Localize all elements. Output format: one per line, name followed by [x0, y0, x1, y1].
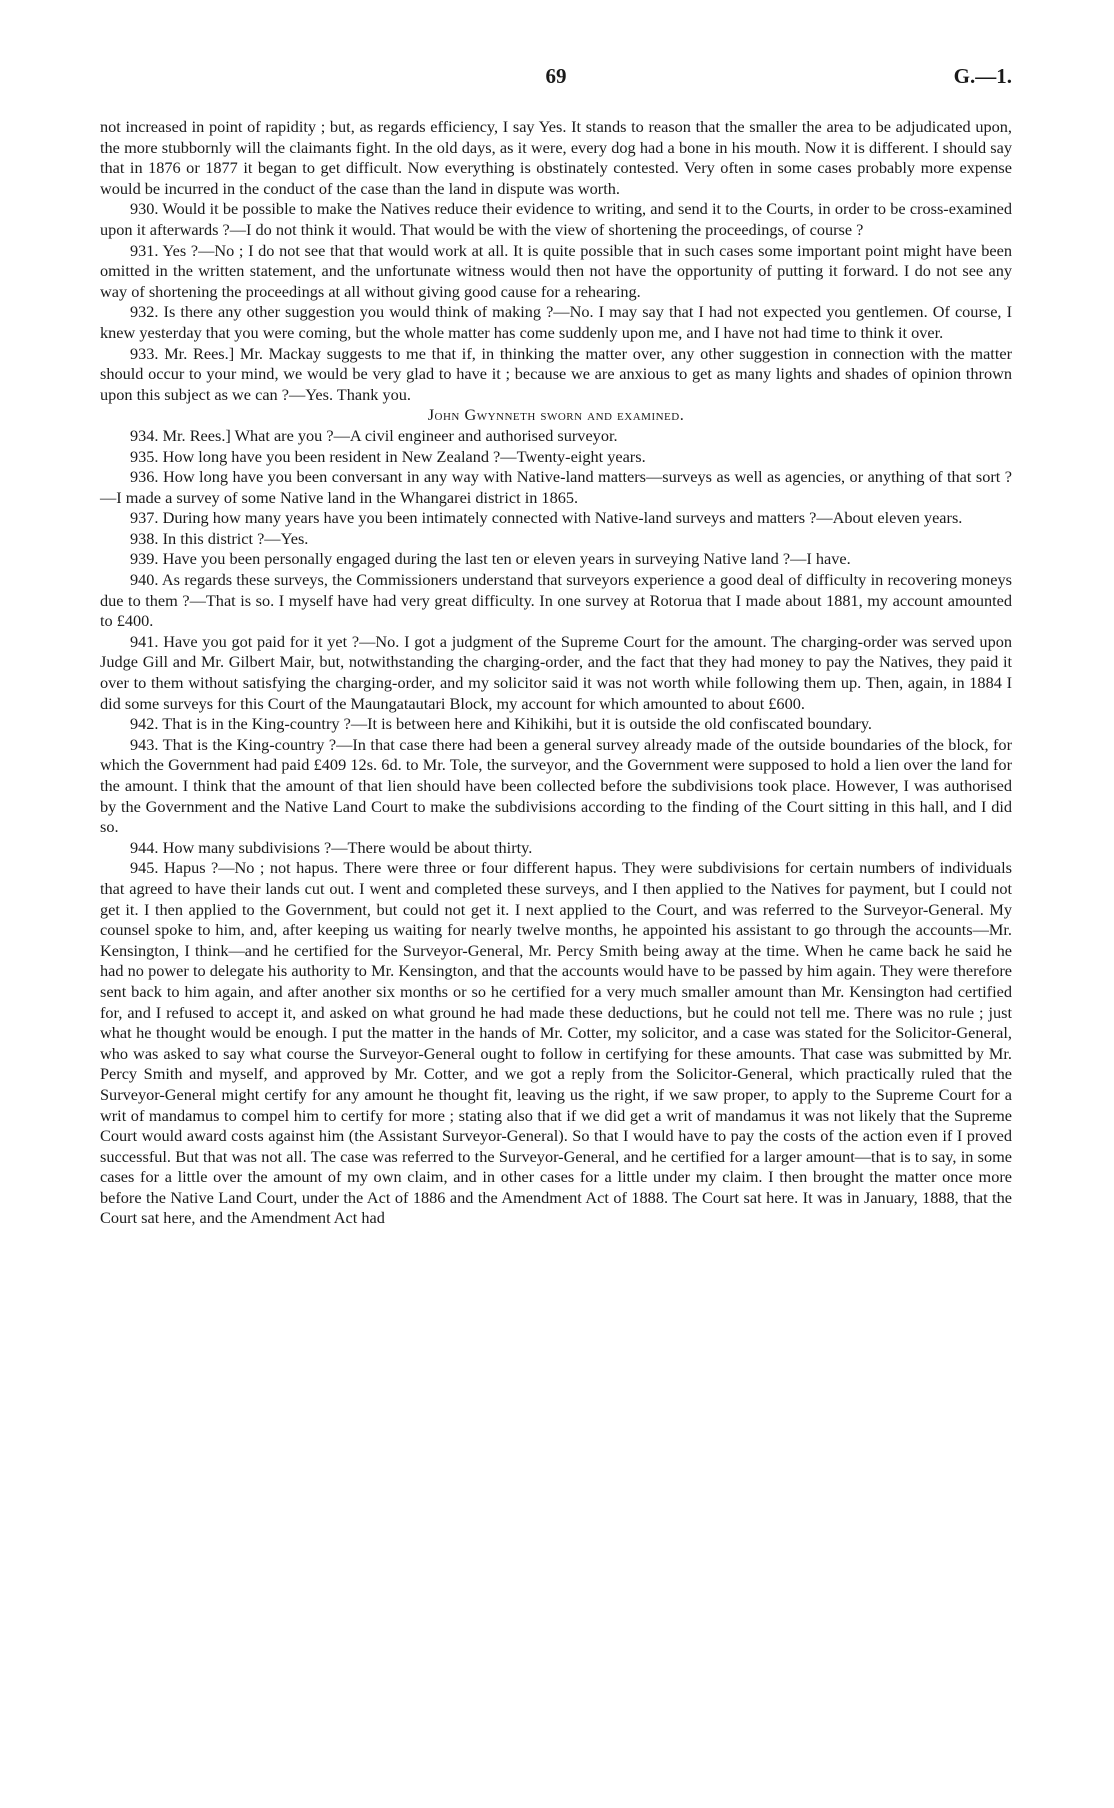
- question-paragraph: 940. As regards these surveys, the Commissioners understand that surveyors experience a good deal of difficulty in recovering moneys due to them ?—That is so. I myself have had very great difficulty. In one survey at Rotorua that I made about 1881, my account amounted to £400.: [100, 570, 1012, 631]
- question-paragraph: 931. Yes ?—No ; I do not see that that would work at all. It is quite possible that in such cases some important point might have been omitted in the written statement, and the unfortunate witness would then not have the opportunity of putting it forward. I do not see any way of shortening the proceedings at all without giving good cause for a rehearing.: [100, 240, 1012, 301]
- question-paragraph: 943. That is the King-country ?—In that case there had been a general survey already made of the outside boundaries of the block, for which the Government had paid £409 12s. 6d. to Mr. Tole, the surveyor, and the Government were supposed to hold a lien over the land for the amount. I think that the amount of that lien should have been collected before the subdivisions took place. However, I was authorised by the Government and the Native Land Court to make the subdivisions according to the finding of the Court sitting in this hall, and I did so.: [100, 734, 1012, 837]
- question-paragraph: 941. Have you got paid for it yet ?—No. I got a judgment of the Supreme Court for the amount. The charging-order was served upon Judge Gill and Mr. Gilbert Mair, but, notwithstanding the charging-order, and the fact that they had money to pay the Natives, they paid it over to them without satisfying the charging-order, and my solicitor said it was not worth while following them up. Then, again, in 1884 I did some surveys for this Court of the Maungatautari Block, my account for which amounted to about £600.: [100, 631, 1012, 713]
- question-paragraph: 944. How many subdivisions ?—There would be about thirty.: [130, 837, 533, 857]
- question-paragraph: 939. Have you been personally engaged during the last ten or eleven years in surveying Native land ?—I have.: [130, 549, 851, 569]
- body-text: [100, 117, 1012, 1229]
- question-paragraph: 933. Mr. Rees.] Mr. Mackay suggests to me that if, in thinking the matter over, any other suggestion in connection with the matter should occur to your mind, we would be very glad to have it ; because we are anxious to get as many lights and shades of opinion thrown upon this subject as we can ?—Yes. Thank you.: [100, 343, 1012, 404]
- question-paragraph: 942. That is in the King-country ?—It is between here and Kihikihi, but it is outside the old confiscated boundary.: [130, 714, 872, 734]
- question-paragraph: 938. In this district ?—Yes.: [130, 528, 309, 548]
- question-paragraph: 930. Would it be possible to make the Natives reduce their evidence to writing, and send it to the Courts, in order to be cross-examined upon it afterwards ?—I do not think it would. That would be with the view of shortening the proceedings, of course ?: [100, 199, 1012, 239]
- continued-paragraph: not increased in point of rapidity ; but, as regards efficiency, I say Yes. It stands to reason that the smaller the area to be adjudicated upon, the more stubbornly will the claimants fight. In the old days, as it were, every dog had a bone in his mouth. Now it is different. I should say that in 1876 or 1877 it began to get difficult. Now everything is obstinately contested. Very often in some cases probably more expense would be incurred in the conduct of the case than the land in dispute was worth.: [100, 117, 1012, 198]
- question-paragraph: 934. Mr. Rees.] What are you ?—A civil engineer and authorised surveyor.: [130, 425, 618, 445]
- question-paragraph: 935. How long have you been resident in New Zealand ?—Twenty-eight years.: [130, 446, 646, 466]
- witness-heading: John Gwynneth sworn and examined.: [427, 405, 685, 425]
- question-paragraph: 937. During how many years have you been intimately connected with Native-land surveys and matters ?—About eleven years.: [130, 508, 963, 528]
- page-number: 69: [545, 64, 567, 88]
- question-paragraph: 945. Hapus ?—No ; not hapus. There were three or four different hapus. They were subdivisions for certain numbers of individuals that agreed to have their lands cut out. I went and completed these surveys, and I then applied to the Natives for payment, but I could not get it. I then applied to the Government, but could not get it. I next applied to the Court, and was referred to the Surveyor-General. My counsel spoke to him, and, after keeping us waiting for nearly twelve months, he appointed his assistant to go through the accounts—Mr. Kensington, I think—and he certified for the Surveyor-General, Mr. Percy Smith being away at the time. When he came back he said he had no power to delegate his authority to Mr. Kensington, and that the accounts would have to be passed by him again. They were therefore sent back to him again, and after another six months or so he certified for a very much smaller amount than Mr. Kensington had certified for, and I refused to accept it, and asked on what ground he had made these deductions, but he could not tell me. There was no rule ; just what he thought would be enough. I put the matter in the hands of Mr. Cotter, my solicitor, and a case was stated for the Solicitor-General, who was asked to say what course the Surveyor-General ought to follow in certifying for these amounts. That case was submitted by Mr. Percy Smith and myself, and approved by Mr. Cotter, and we got a reply from the Solicitor-General, which practically ruled that the Surveyor-General might certify for any amount he thought fit, leaving us the right, if we saw proper, to apply to the Supreme Court for a writ of mandamus to compel him to certify for more ; stating also that if we did get a writ of mandamus it was not likely that the Supreme Court would award costs against him (the Assistant Surveyor-General). So that I would have to pay the costs of the action even if I proved successful. But that was not all. The case was referred to the Surveyor-General, and he certified for a larger amount—that is to say, in some cases for a little over the amount of my own claim, and in other cases for a little under my claim. I then brought the matter once more before the Native Land Court, under the Act of 1886 and the Amendment Act of 1888. The Court sat here. It was in January, 1888, that the Court sat here, and the Amendment Act had: [100, 858, 1012, 1228]
- question-paragraph: 932. Is there any other suggestion you would think of making ?—No. I may say that I had not expected you gentlemen. Of course, I knew yesterday that you were coming, but the whole matter has come suddenly upon me, and I have not had time to think it over.: [100, 302, 1012, 342]
- question-paragraph: 936. How long have you been conversant in any way with Native-land matters—surveys as well as agencies, or anything of that sort ?—I made a survey of some Native land in the Whangarei district in 1865.: [100, 467, 1012, 507]
- page-header: [100, 64, 1012, 96]
- document-reference: G.—1.: [953, 64, 1012, 88]
